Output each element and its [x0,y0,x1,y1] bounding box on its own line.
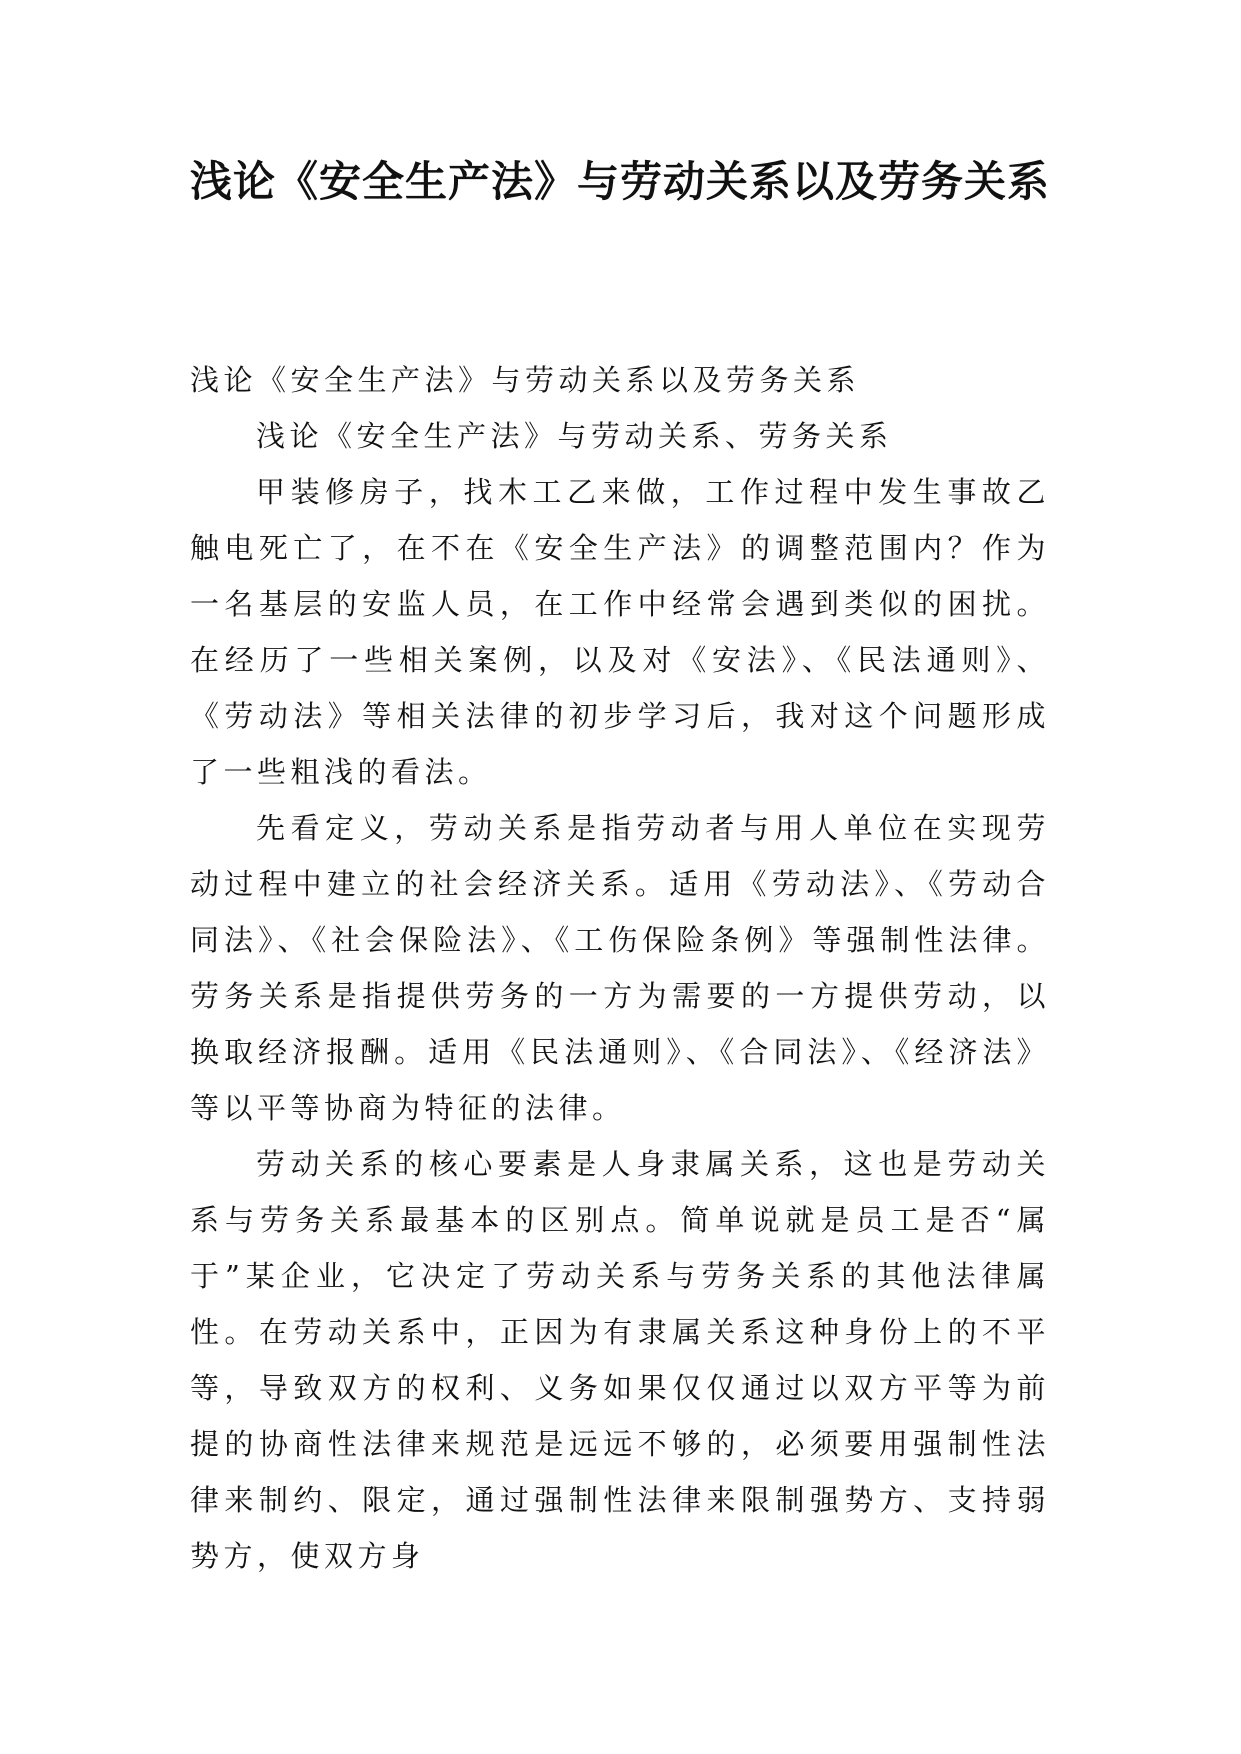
paragraph-subtitle: 浅论《安全生产法》与劳动关系、劳务关系 [256,419,893,453]
paragraph-definitions: 先看定义，劳动关系是指劳动者与用人单位在实现劳动过程中建立的社会经济关系。适用《劳动法》、《劳动合同法》、《社会保险法》、《工伤保险条例》等强制性法律。劳务关系是指提供劳务的一方为需要的一方提供劳动，以换取经济报酬。适用《民法通则》、《合同法》、《经济法》等以平等协商为特征的法律。 [190,811,1050,1125]
paragraph-original-title: 浅论《安全生产法》与劳动关系以及劳务关系 [190,363,861,397]
document-title: 浅论《安全生产法》与劳动关系以及劳务关系 [189,157,1050,206]
paragraph-case-intro: 甲装修房子，找木工乙来做，工作过程中发生事故乙触电死亡了，在不在《安全生产法》的调整范围内？作为一名基层的安监人员，在工作中经常会遇到类似的困扰。在经历了一些相关案例，以及对《安法》、《民法通则》、《劳动法》等相关法律的初步学习后，我对这个问题形成了一些粗浅的看法。 [190,475,1050,789]
paragraph-core-element: 劳动关系的核心要素是人身隶属关系，这也是劳动关系与劳务关系最基本的区别点。简单说就是员工是否“属于”某企业，它决定了劳动关系与劳务关系的其他法律属性。在劳动关系中，正因为有隶属关系这种身份上的不平等，导致双方的权利、义务如果仅仅通过以双方平等为前提的协商性法律来规范是远远不够的，必须要用强制性法律来制约、限定，通过强制性法律来限制强势方、支持弱势方，使双方身 [190,1147,1050,1573]
document-body [190,352,1050,1584]
